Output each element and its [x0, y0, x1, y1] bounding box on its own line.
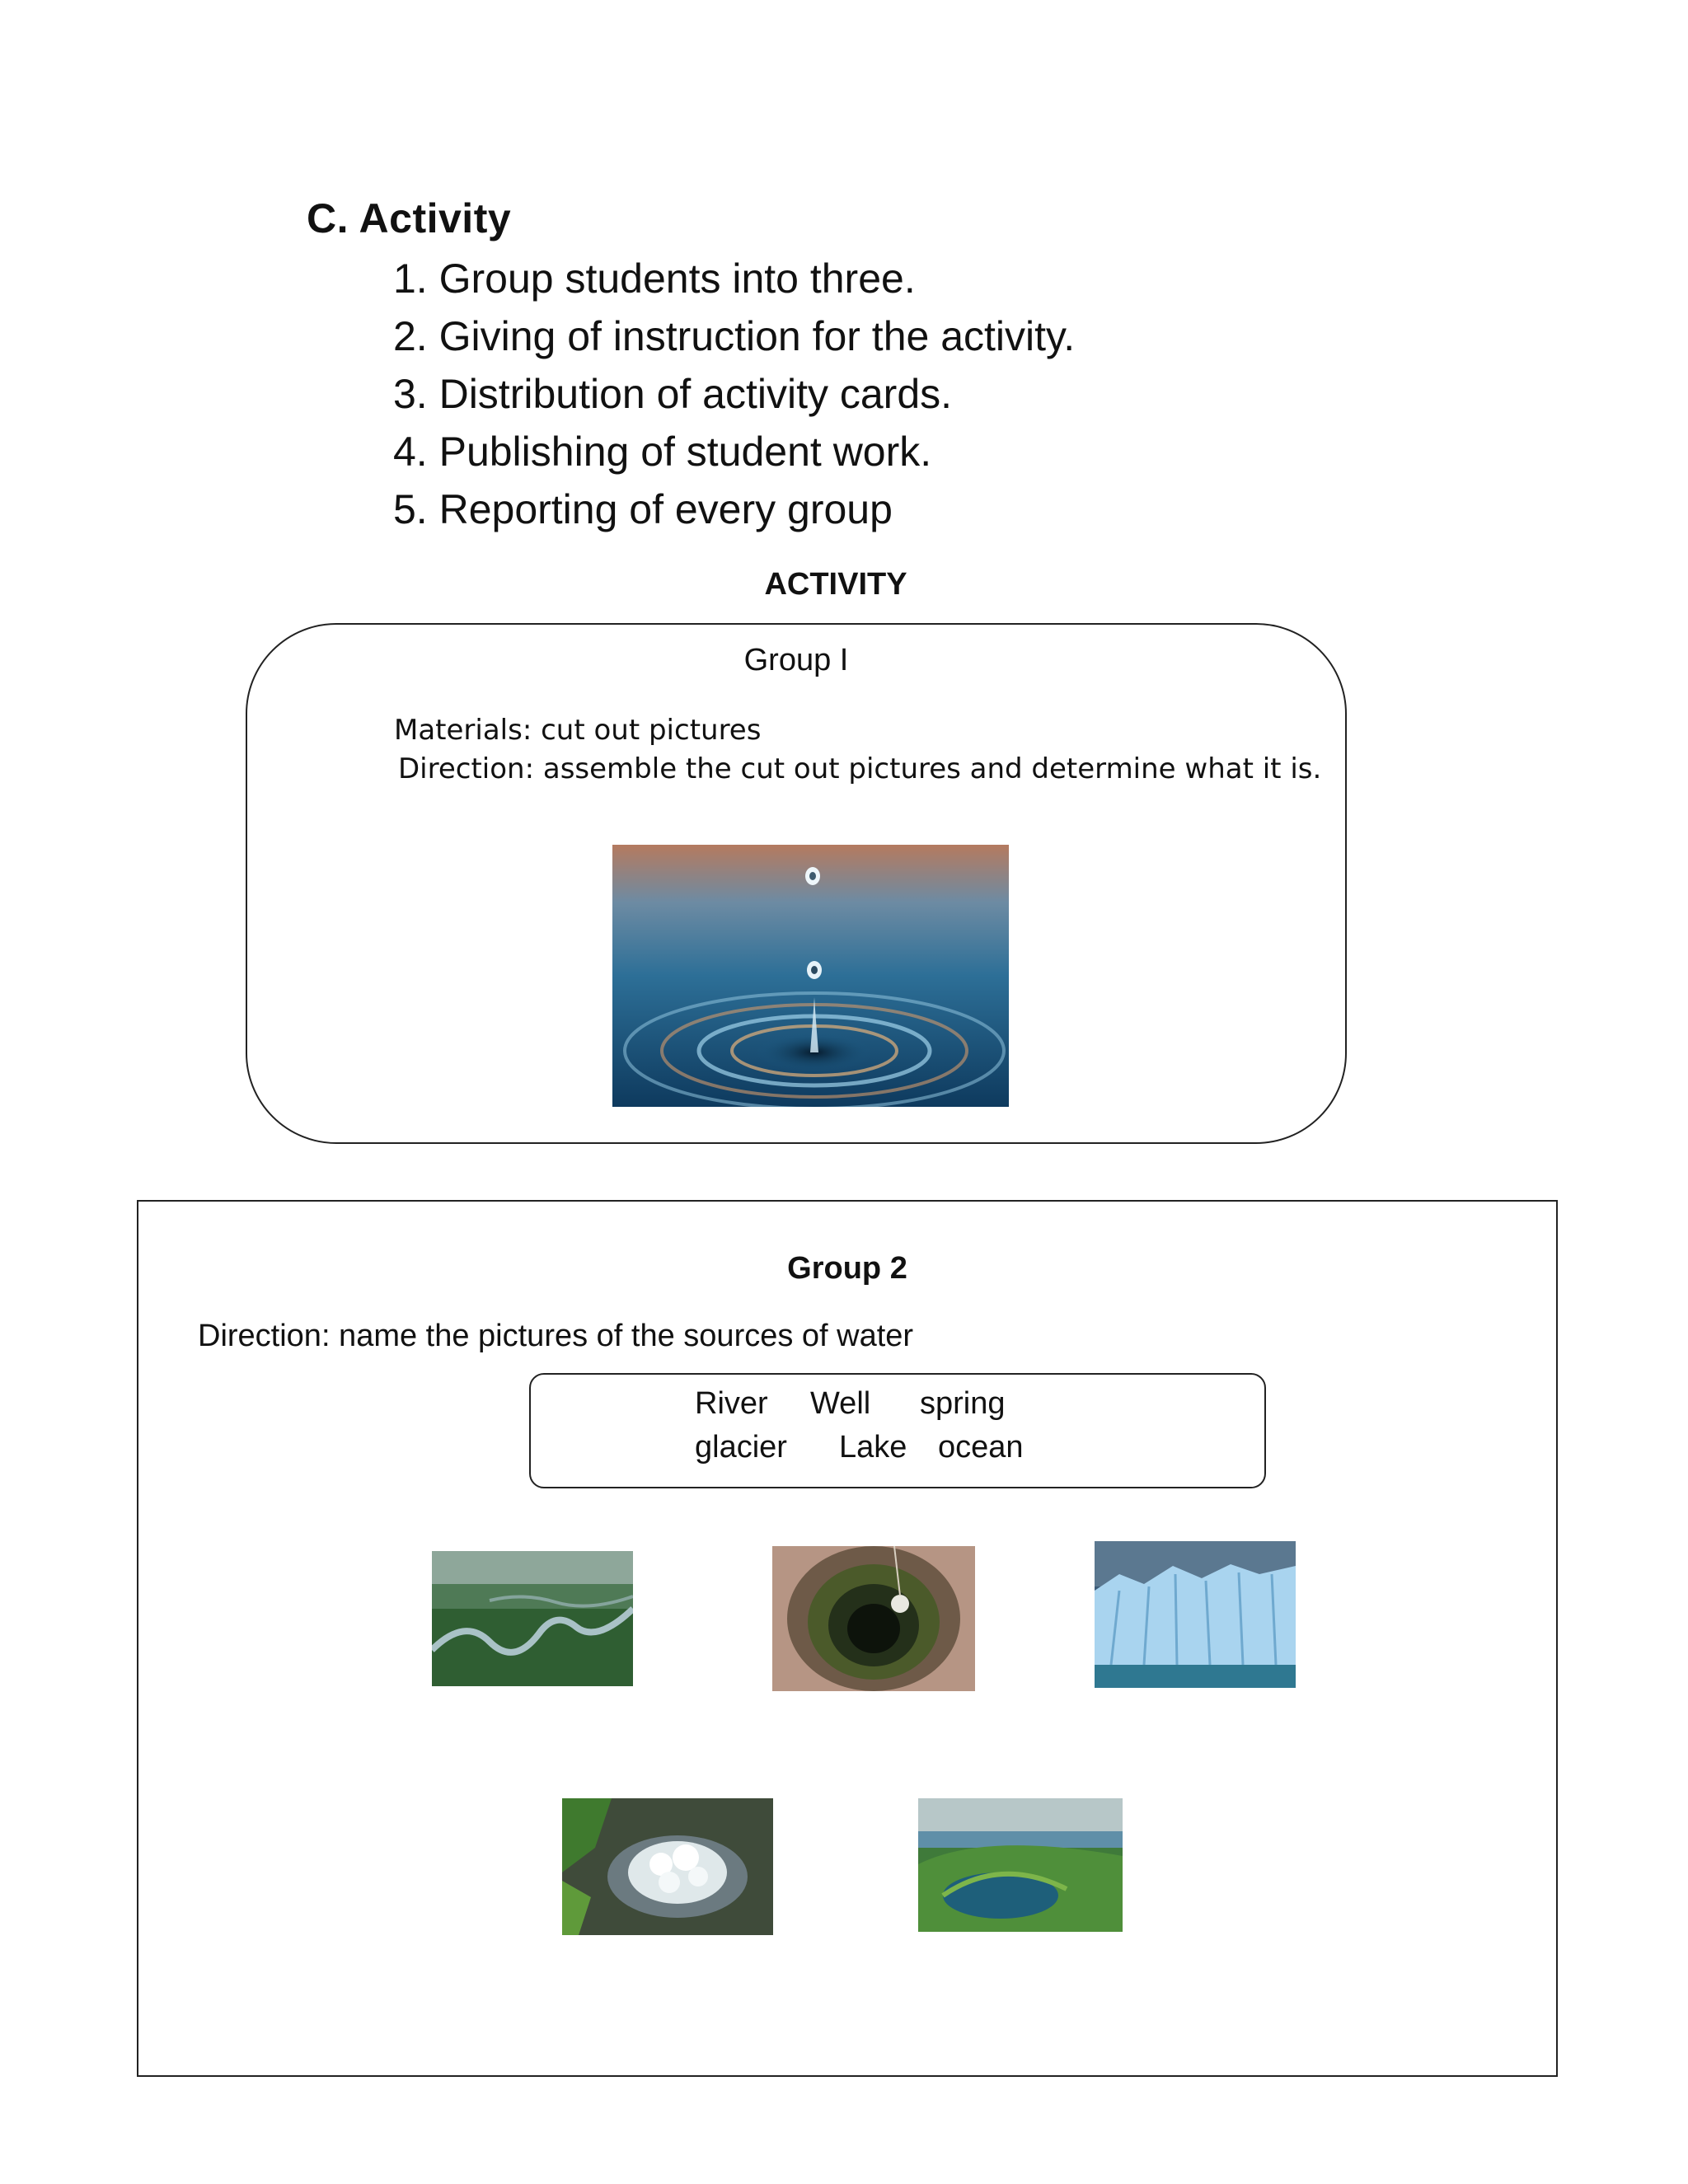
word-well: Well: [810, 1386, 871, 1421]
group1-card: [246, 623, 1347, 1144]
step-item: 5. Reporting of every group: [393, 486, 893, 532]
word-river: River: [695, 1386, 768, 1421]
glacier-photo: [1095, 1541, 1296, 1688]
group1-materials: Materials: cut out pictures: [394, 714, 762, 747]
step-item: 1. Group students into three.: [393, 255, 916, 302]
word-lake: Lake: [839, 1430, 907, 1465]
word-ocean: ocean: [938, 1430, 1024, 1465]
spring-photo: [562, 1798, 773, 1935]
well-photo: [772, 1546, 975, 1691]
step-item: 3. Distribution of activity cards.: [393, 371, 953, 417]
word-bank: [529, 1373, 1266, 1488]
group1-title: Group I: [743, 643, 849, 677]
water-drop-photo: [612, 845, 1009, 1107]
word-spring: spring: [920, 1386, 1006, 1421]
activity-title: ACTIVITY: [764, 567, 907, 602]
group2-card: [137, 1200, 1558, 2077]
river-photo: [432, 1551, 633, 1686]
step-item: 4. Publishing of student work.: [393, 429, 932, 475]
word-glacier: glacier: [695, 1430, 787, 1465]
lake-photo: [918, 1798, 1123, 1932]
section-heading: C. Activity: [307, 195, 512, 241]
group1-direction: Direction: assemble the cut out pictures and determine what it is.: [398, 752, 1322, 785]
group2-direction: Direction: name the pictures of the sources of water: [198, 1319, 914, 1353]
step-item: 2. Giving of instruction for the activity.: [393, 313, 1076, 359]
group2-title: Group 2: [787, 1251, 907, 1286]
steps-list: [393, 250, 1075, 538]
